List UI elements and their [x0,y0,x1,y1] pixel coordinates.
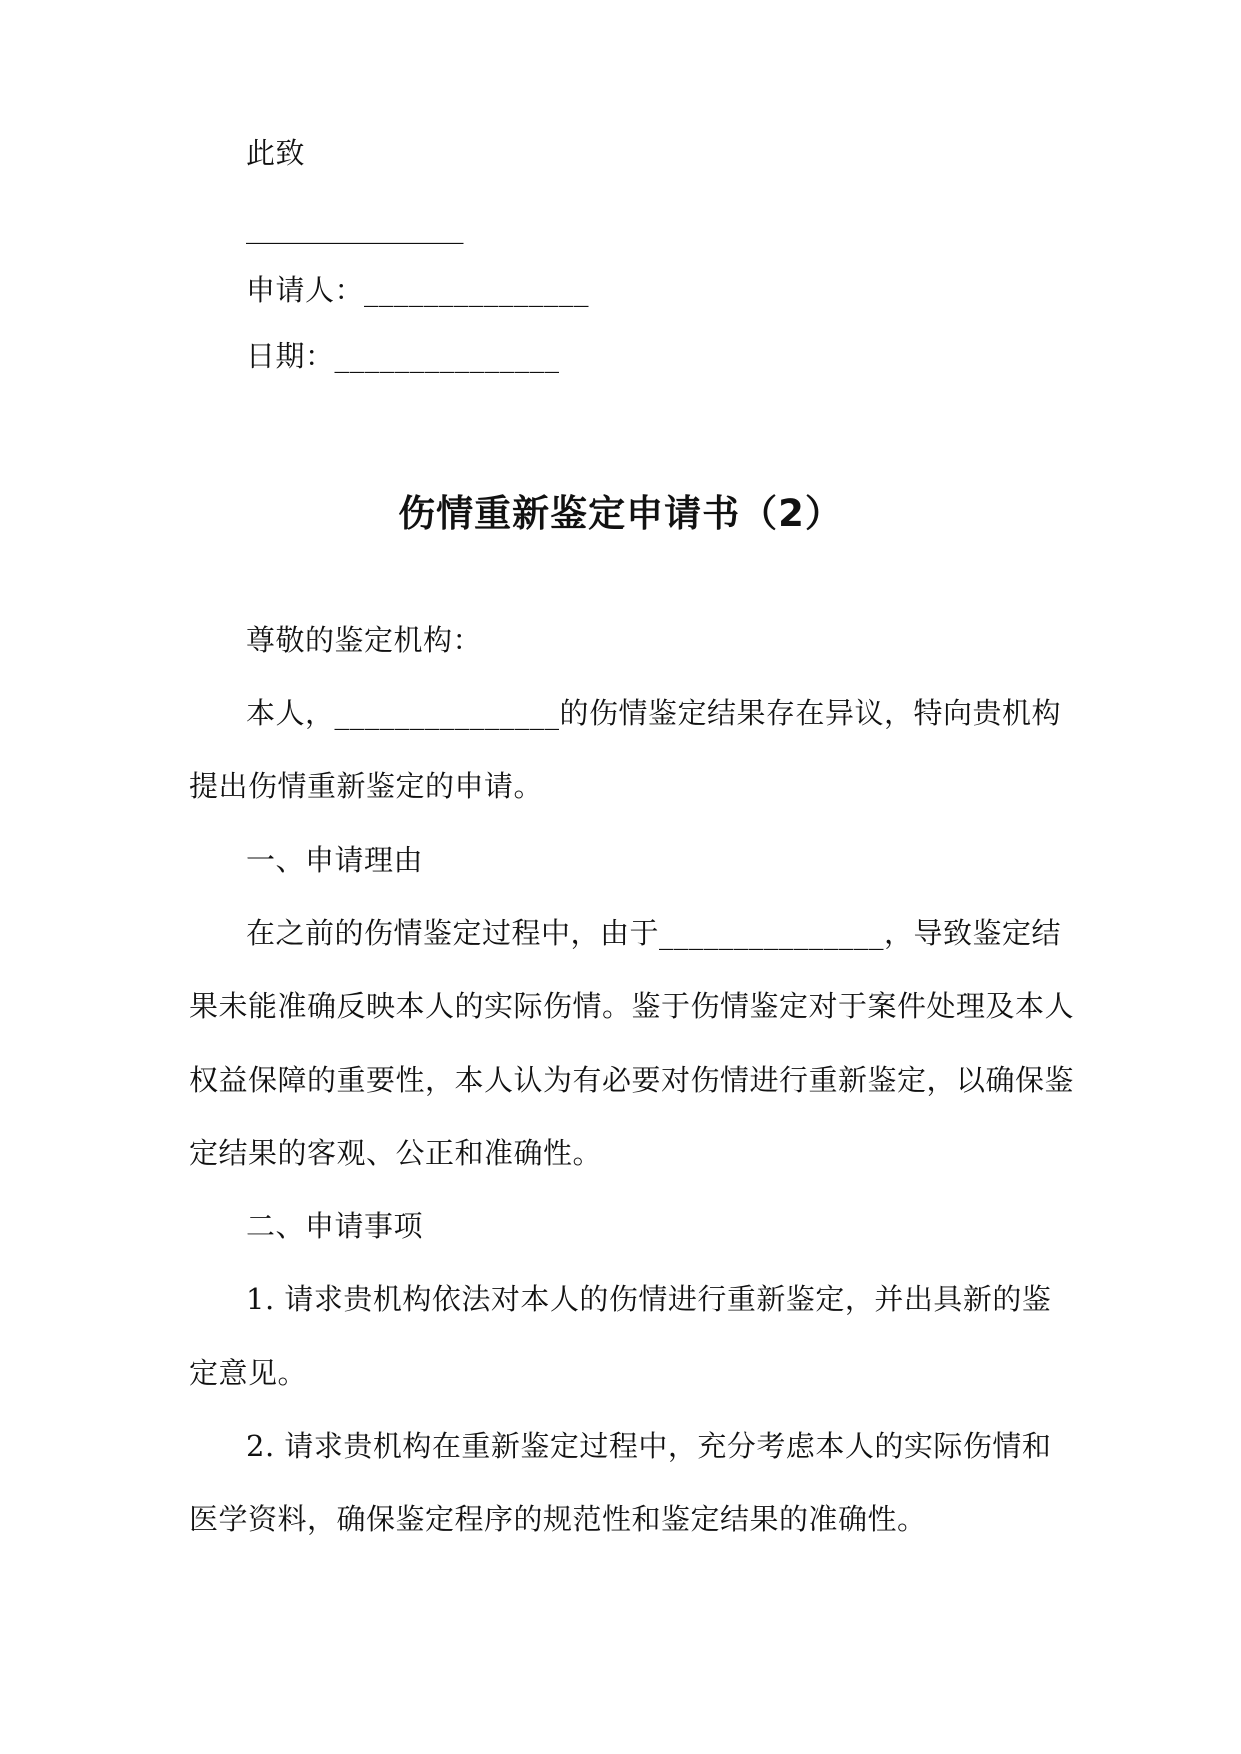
date-line: 日期：_______________ [246,339,560,373]
reason-line-2: 果未能准确反映本人的实际伤情。鉴于伤情鉴定对于案件处理及本人 [189,989,1075,1023]
section-heading-requests: 二、申请事项 [246,1209,424,1243]
intro-line-1: 本人，_______________的伤情鉴定结果存在异议，特向贵机构 [246,696,1062,730]
section-heading-reasons: 一、申请理由 [246,843,424,877]
request-item-2-line-2: 医学资料，确保鉴定程序的规范性和鉴定结果的准确性。 [189,1502,927,1536]
reason-line-1: 在之前的伤情鉴定过程中，由于_______________，导致鉴定结 [246,916,1062,950]
request-item-1-line-2: 定意见。 [189,1356,308,1390]
recipient-blank: _______________ [246,210,464,244]
intro-line-2: 提出伤情重新鉴定的申请。 [189,769,544,803]
closing-salutation: 此致 [246,136,306,170]
reason-line-4: 定结果的客观、公正和准确性。 [189,1136,603,1170]
reason-line-3: 权益保障的重要性，本人认为有必要对伤情进行重新鉴定，以确保鉴 [189,1063,1075,1097]
request-item-1-line-1: 1. 请求贵机构依法对本人的伤情进行重新鉴定，并出具新的鉴 [246,1282,1052,1316]
applicant-line: 申请人：_______________ [246,273,590,307]
document-title: 伤情重新鉴定申请书（2） [398,492,843,535]
greeting: 尊敬的鉴定机构： [246,623,483,657]
request-item-2-line-1: 2. 请求贵机构在重新鉴定过程中，充分考虑本人的实际伤情和 [246,1429,1052,1463]
